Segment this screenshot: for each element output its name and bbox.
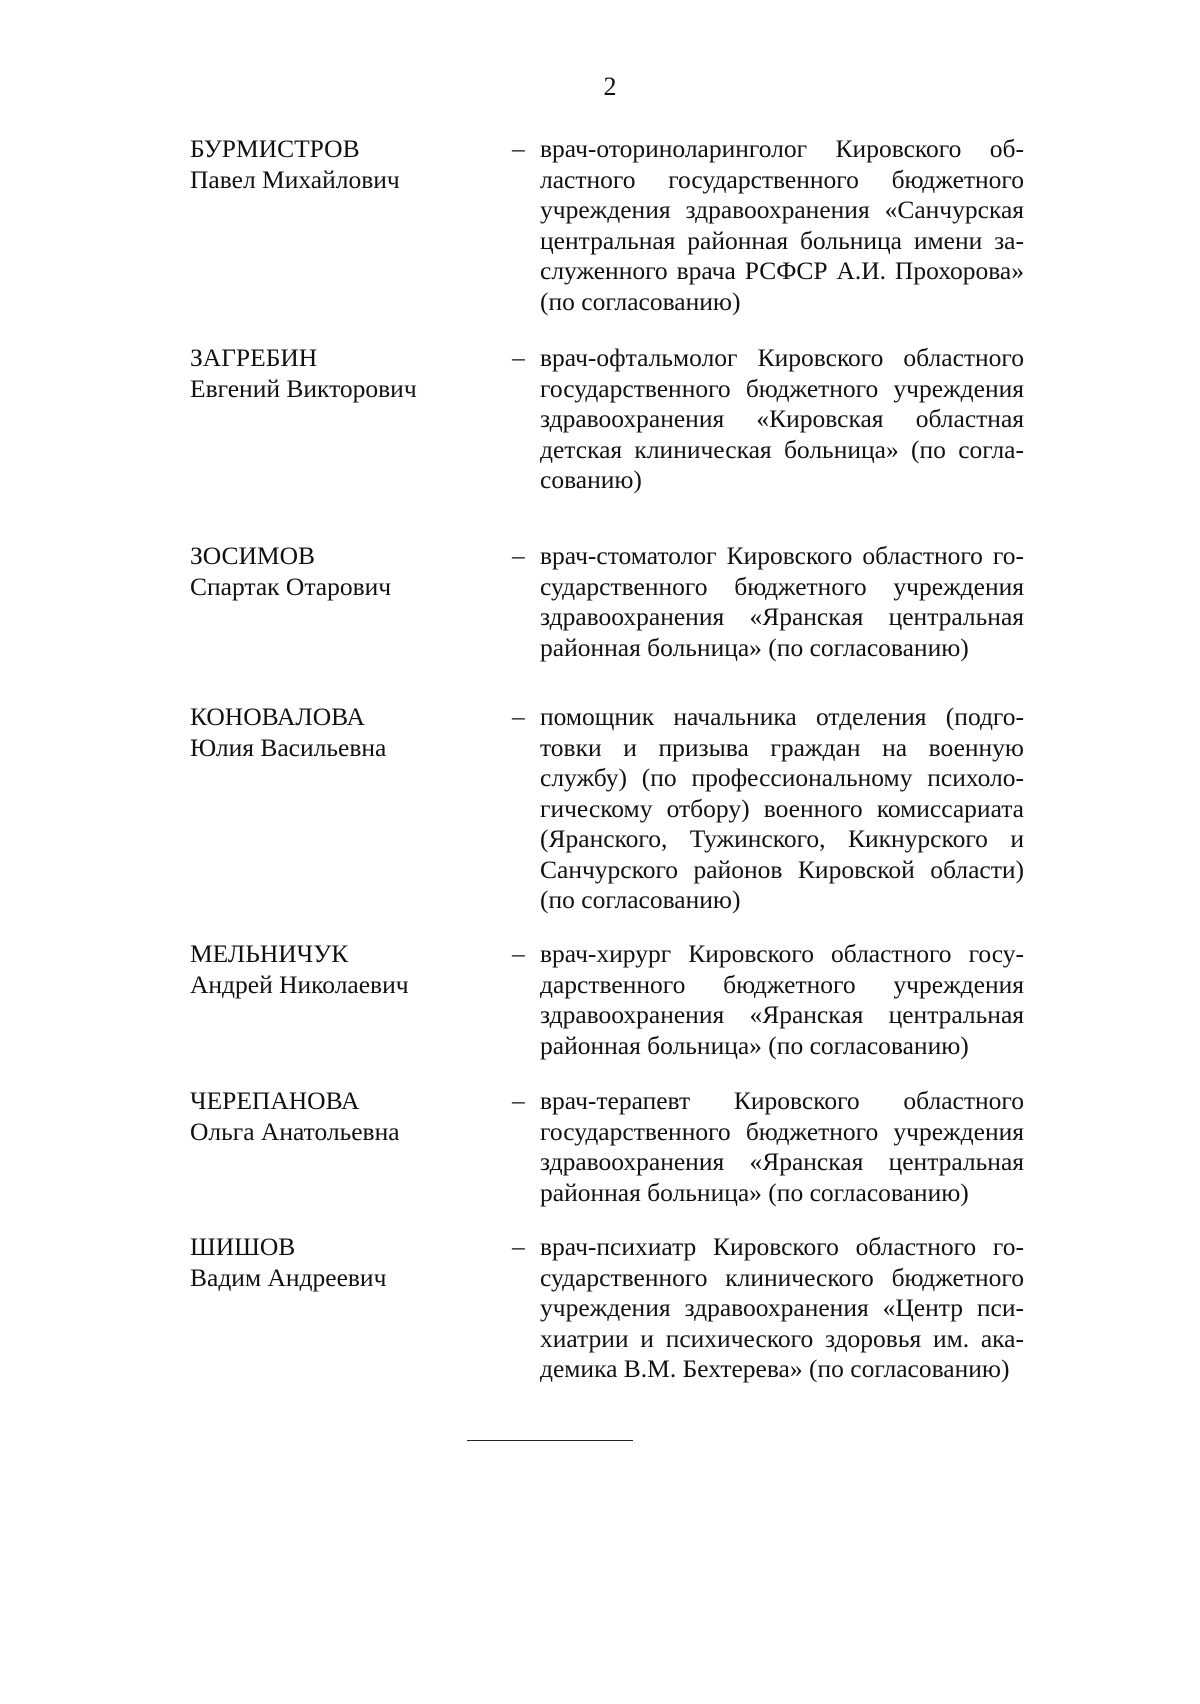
dash-separator: –: [512, 343, 525, 372]
position-line: центральная районная больница имени за-: [540, 225, 1024, 255]
member-position: [540, 1086, 1024, 1208]
position-line: службу) (по профессиональному психоло-: [540, 763, 1024, 792]
position-line: районная больница» (по согласованию): [540, 632, 969, 662]
member-given-names: Андрей Николаевич: [190, 969, 409, 999]
dash-separator: –: [512, 134, 525, 163]
position-line: (Яранского, Тужинского, Кикнурского и: [540, 824, 1024, 853]
member-position: [540, 939, 1024, 1061]
position-line: врач-терапевт Кировского областного: [540, 1086, 1024, 1115]
page-number: 2: [603, 72, 617, 101]
dash-separator: –: [512, 1232, 525, 1261]
member-name: [190, 541, 480, 602]
member-surname: ЗАГРЕБИН: [190, 343, 318, 372]
position-line: врач-хирург Кировского областного госу-: [540, 939, 1024, 968]
position-line: здравоохранения «Яранская центральная: [540, 1147, 1024, 1176]
member-name: [190, 1232, 480, 1293]
position-line: здравоохранения «Кировская областная: [540, 404, 1024, 433]
position-line: врач-психиатр Кировского областного го-: [540, 1232, 1024, 1261]
member-given-names: Вадим Андреевич: [190, 1262, 387, 1292]
member-name: [190, 343, 480, 404]
position-line: (по согласованию): [540, 885, 741, 914]
position-line: врач-офтальмолог Кировского областного: [540, 343, 1024, 372]
position-line: Санчурского районов Кировской области): [540, 854, 1024, 884]
position-line: хиатрии и психического здоровья им. ака-: [540, 1323, 1024, 1353]
position-line: врач-оториноларинголог Кировского об-: [540, 134, 1024, 163]
member-name: [190, 702, 480, 763]
position-line: (по согласованию): [540, 286, 741, 316]
position-line: учреждения здравоохранения «Центр пси-: [540, 1293, 1024, 1322]
position-line: помощник начальника отделения (подго-: [540, 702, 1024, 731]
position-line: государственного бюджетного учреждения: [540, 1116, 1024, 1146]
position-line: учреждения здравоохранения «Санчурская: [540, 195, 1024, 224]
position-line: здравоохранения «Яранская центральная: [540, 1000, 1024, 1029]
member-position: [540, 1232, 1024, 1385]
position-line: сованию): [540, 465, 642, 494]
member-given-names: Павел Михайлович: [190, 164, 400, 194]
position-line: демика В.М. Бехтерева» (по согласованию): [540, 1354, 1010, 1383]
member-position: [540, 702, 1024, 916]
dash-separator: –: [512, 702, 525, 731]
position-line: дарственного бюджетного учреждения: [540, 969, 1024, 999]
position-line: здравоохранения «Яранская центральная: [540, 602, 1024, 631]
position-line: служенного врача РСФСР А.И. Прохорова»: [540, 256, 1024, 285]
member-position: [540, 134, 1024, 317]
member-surname: БУРМИСТРОВ: [190, 134, 360, 163]
member-surname: ЗОСИМОВ: [190, 541, 316, 570]
member-name: [190, 134, 480, 195]
position-line: государственного бюджетного учреждения: [540, 373, 1024, 403]
member-given-names: Юлия Васильевна: [190, 732, 387, 762]
position-line: товки и призыва граждан на военную: [540, 732, 1024, 762]
position-line: ластного государственного бюджетного: [540, 164, 1024, 194]
position-line: сударственного клинического бюджетного: [540, 1262, 1024, 1292]
member-position: [540, 541, 1024, 663]
dash-separator: –: [512, 1086, 525, 1115]
position-line: врач-стоматолог Кировского областного го-: [540, 541, 1024, 570]
member-name: [190, 939, 480, 1000]
member-surname: ЧЕРЕПАНОВА: [190, 1086, 360, 1115]
member-given-names: Ольга Анатольевна: [190, 1116, 400, 1146]
position-line: гическому отбору) военного комиссариата: [540, 793, 1024, 823]
position-line: районная больница» (по согласованию): [540, 1177, 969, 1207]
end-of-document-rule: [467, 1440, 633, 1441]
member-surname: ШИШОВ: [190, 1232, 296, 1261]
dash-separator: –: [512, 939, 525, 968]
member-name: [190, 1086, 480, 1147]
dash-separator: –: [512, 541, 525, 570]
member-given-names: Евгений Викторович: [190, 373, 417, 403]
position-line: сударственного бюджетного учреждения: [540, 571, 1024, 601]
member-position: [540, 343, 1024, 496]
position-line: районная больница» (по согласованию): [540, 1030, 969, 1060]
member-surname: МЕЛЬНИЧУК: [190, 939, 349, 968]
member-surname: КОНОВАЛОВА: [190, 702, 365, 731]
member-given-names: Спартак Отарович: [190, 571, 392, 601]
position-line: детская клиническая больница» (по согла-: [540, 434, 1024, 464]
